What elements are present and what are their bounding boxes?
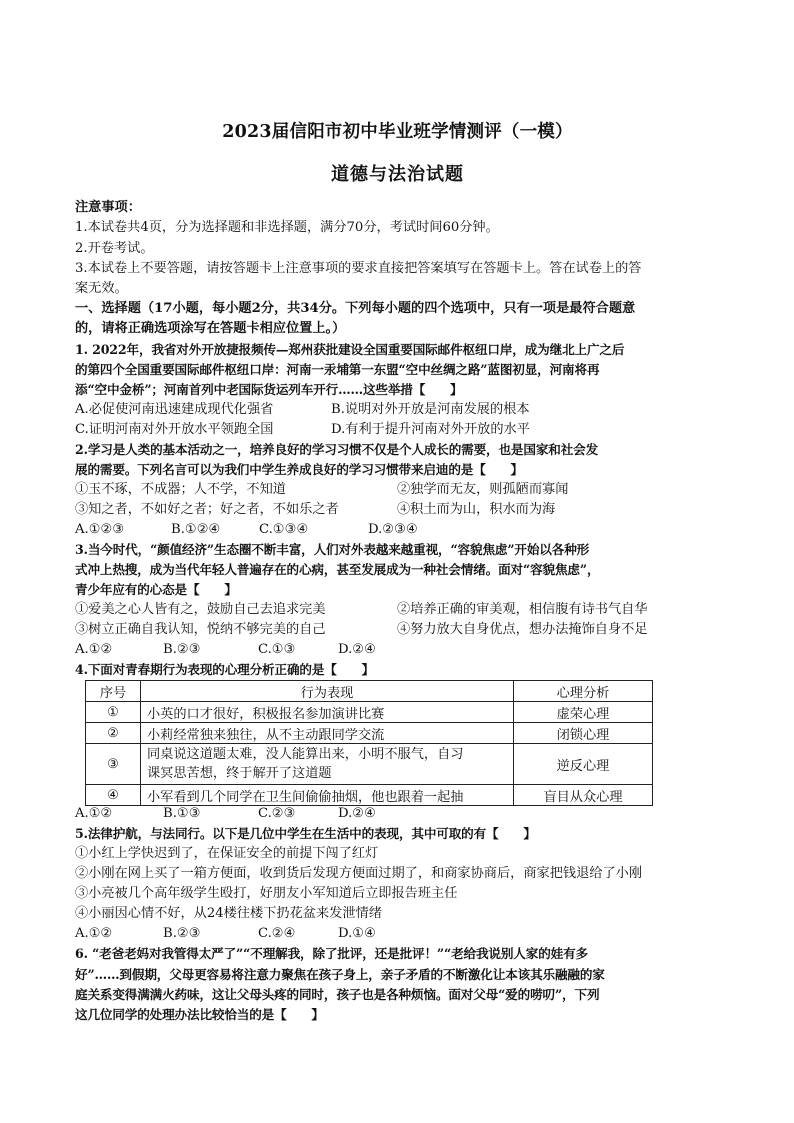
row-number: ③ <box>86 744 141 785</box>
q2-option-b: B.①②④ <box>171 522 221 537</box>
notes-heading: 注意事项： <box>75 200 141 215</box>
q3-statement-1: ①爱美之心人皆有之，鼓励自己去追求完美 <box>75 602 326 617</box>
table-header-row <box>86 681 653 702</box>
q2-option-a: A.①②③ <box>75 522 125 537</box>
q6-stem-4: 这几位同学的处理办法比较恰当的是【 】 <box>75 1007 324 1022</box>
q2-stem-2: 展的需要。下列名言可以为我们中学生养成良好的学习习惯带来启迪的是【 】 <box>75 462 523 477</box>
col-header-analysis: 心理分析 <box>514 681 653 702</box>
row-number: ② <box>86 723 141 744</box>
row-behavior: 小莉经常独来独往，从不主动跟同学交流 <box>141 723 514 744</box>
table-row <box>86 785 653 806</box>
q6-stem-3: 庭关系变得满满火药味，这让父母头疼的同时，孩子也是各种烦恼。面对父母“爱的唠叨”，下列 <box>75 987 600 1002</box>
note-3a: 3.本试卷上不要答题，请按答题卡上注意事项的要求直接把答案填写在答题卡上。答在试卷上的答 <box>75 261 642 276</box>
q3-statement-3: ③树立正确自我认知，悦纳不够完美的自己 <box>75 622 326 637</box>
row-behavior-line-1: 同桌说这道题太难，没人能算出来，小明不服气，自习 <box>147 747 464 762</box>
row-analysis: 逆反心理 <box>514 744 653 785</box>
q1-option-d: D.有利于提升河南对外开放的水平 <box>331 422 530 437</box>
q3-option-c: C.①③ <box>258 642 296 657</box>
row-behavior <box>141 744 514 785</box>
q2-option-d: D.②③④ <box>368 522 418 537</box>
q5-statement-3: ③小亮被几个高年级学生殴打，好朋友小军知道后立即报告班主任 <box>75 886 458 901</box>
q5-statement-4: ④小丽因心情不好，从24楼往楼下扔花盆来发泄情绪 <box>75 906 382 921</box>
q5-stem-1: 5.法律护航，与法同行。以下是几位中学生在生活中的表现，其中可取的有【 】 <box>75 826 536 841</box>
q1-option-c: C.证明河南对外开放水平领跑全国 <box>75 422 274 437</box>
q4-option-d: D.②④ <box>338 806 376 821</box>
row-number: ④ <box>86 785 141 806</box>
q3-stem-2: 式冲上热搜，成为当代年轻人普遍存在的心病，甚至发展成为一种社会情绪。面对“容貌焦虑”， <box>75 562 600 577</box>
q3-statement-2: ②培养正确的审美观，相信腹有诗书气自华 <box>397 602 648 617</box>
table-row <box>86 744 653 785</box>
q4-stem-1: 4.下面对青春期行为表现的心理分析正确的是【 】 <box>75 662 375 677</box>
row-behavior: 小军看到几个同学在卫生间偷偷抽烟，他也跟着一起抽 <box>141 785 514 806</box>
q4-option-b: B.①③ <box>163 806 201 821</box>
exam-subtitle: 道德与法治试题 <box>331 164 464 185</box>
q5-option-c: C.②④ <box>258 926 296 941</box>
q2-stem-1: 2.学习是人类的基本活动之一，培养良好的学习习惯不仅是个人成长的需要，也是国家和社会发 <box>75 442 599 457</box>
q3-option-b: B.②③ <box>163 642 201 657</box>
row-analysis: 盲目从众心理 <box>514 785 653 806</box>
q4-option-a: A.①② <box>75 806 113 821</box>
q3-statement-4: ④努力放大自身优点，想办法掩饰自身不足 <box>397 622 648 637</box>
note-2: 2.开卷考试。 <box>75 241 154 256</box>
q5-statement-2: ②小刚在网上买了一箱方便面，收到货后发现方便面过期了，和商家协商后，商家把钱退给了小刚 <box>75 866 643 881</box>
row-behavior-line-2: 课冥思苦想，终于解开了这道题 <box>147 766 332 781</box>
q3-stem-1: 3.当今时代，“颜值经济”生态圈不断丰富，人们对外表越来越重视，“容貌焦虑”开始以各种形 <box>75 542 590 557</box>
table-row <box>86 723 653 744</box>
row-analysis: 虚荣心理 <box>514 702 653 723</box>
note-1: 1.本试卷共4页，分为选择题和非选择题，满分70分，考试时间60分钟。 <box>75 220 499 235</box>
col-header-behavior: 行为表现 <box>141 681 514 702</box>
section1-instruction-b: 的，请将正确选项涂写在答题卡相应位置上。） <box>75 321 346 336</box>
q6-stem-2: 好”……到假期，父母更容易将注意力聚焦在孩子身上，亲子矛盾的不断激化让本该其乐融融的家 <box>75 967 605 982</box>
q3-option-d: D.②④ <box>338 642 376 657</box>
q3-option-a: A.①② <box>75 642 113 657</box>
q1-option-b: B.说明对外开放是河南发展的根本 <box>331 402 530 417</box>
q5-option-d: D.①④ <box>338 926 376 941</box>
q5-option-b: B.②③ <box>163 926 201 941</box>
q2-statement-3: ③知之者，不如好之者；好之者，不如乐之者 <box>75 502 339 517</box>
q5-statement-1: ①小红上学快迟到了，在保证安全的前提下闯了红灯 <box>75 846 379 861</box>
row-number: ① <box>86 702 141 723</box>
q4-table <box>85 680 653 806</box>
q2-statement-2: ②独学而无友，则孤陋而寡闻 <box>397 482 569 497</box>
q1-stem-1: 1. 2022年，我省对外开放捷报频传—郑州获批建设全国重要国际邮件枢纽口岸，成为继北上广之后 <box>75 342 625 357</box>
exam-title: 2023届信阳市初中毕业班学情测评（一模） <box>222 122 573 142</box>
note-3b: 案无效。 <box>75 281 128 296</box>
q1-stem-2: 的第四个全国重要国际邮件枢纽口岸：河南一汞埔第一东盟“空中丝绸之路”蓝图初显，河南将再 <box>75 362 600 377</box>
q3-stem-3: 青少年应有的心态是【 】 <box>75 582 237 597</box>
table-row <box>86 702 653 723</box>
row-analysis: 闭锁心理 <box>514 723 653 744</box>
q2-statement-4: ④积土而为山，积水而为海 <box>397 502 556 517</box>
section1-instruction-a: 一、选择题（17小题，每小题2分，共34分。下列每小题的四个选项中，只有一项是最符合题意 <box>75 301 636 316</box>
q5-option-a: A.①② <box>75 926 113 941</box>
q1-option-a: A.必促使河南迅速建成现代化强省 <box>75 402 274 417</box>
q2-statement-1: ①玉不琢，不成器；人不学，不知道 <box>75 482 286 497</box>
q1-stem-3: 添“空中金桥”；河南首列中老国际货运列车开行……这些举措【 】 <box>75 382 463 397</box>
row-behavior: 小英的口才很好，积极报名参加演讲比赛 <box>141 702 514 723</box>
col-header-number: 序号 <box>86 681 141 702</box>
q6-stem-1: 6. “老爸老妈对我管得太严了”“不理解我，除了批评，还是批评！”“老给我说别人家的娃有多 <box>75 946 588 961</box>
q4-option-c: C.②③ <box>258 806 296 821</box>
q2-option-c: C.①③④ <box>259 522 309 537</box>
